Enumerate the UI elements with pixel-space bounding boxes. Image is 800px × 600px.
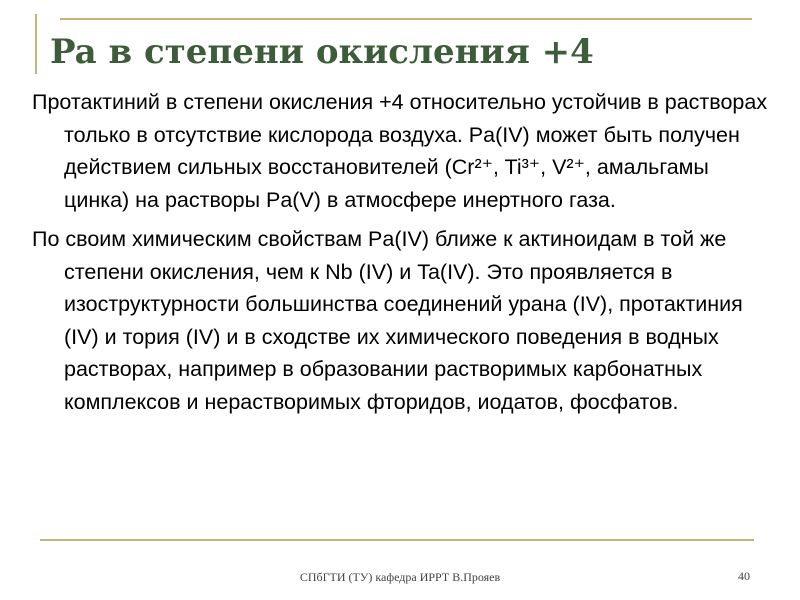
top-rule	[60, 18, 752, 20]
slide-body	[32, 86, 780, 425]
bottom-rule	[40, 539, 754, 541]
paragraph-2: По своим химическим свойствам Pa(IV) ближе к актиноидам в той же степени окисления, чем к Nb (IV) и Ta(IV). Это проявляется в изоструктурности большинства соединений урана (IV), протактиния (IV) и тория (IV) и в сходстве их химического поведения в водных растворах, например в образовании растворимых карбонатных комплексов и нерастворимых фторидов, иодатов, фосфатов.	[32, 227, 743, 414]
title-accent-line	[35, 14, 37, 74]
page-number: 40	[738, 569, 750, 583]
slide-title: Pa в степени окисления +4	[50, 32, 594, 72]
paragraph-1: Протактиний в степени окисления +4 относительно устойчив в растворах только в отсутствие кислорода воздуха. Pa(IV) может быть получен действием сильных восстановителей (Cr²⁺, Ti³⁺, V²⁺, амальгамы цинка) на растворы Pa(V) в атмосфере инертного газа.	[32, 90, 768, 212]
footer-text: СПбГТИ (ТУ) кафедра ИРРТ В.Прояев	[299, 570, 501, 584]
